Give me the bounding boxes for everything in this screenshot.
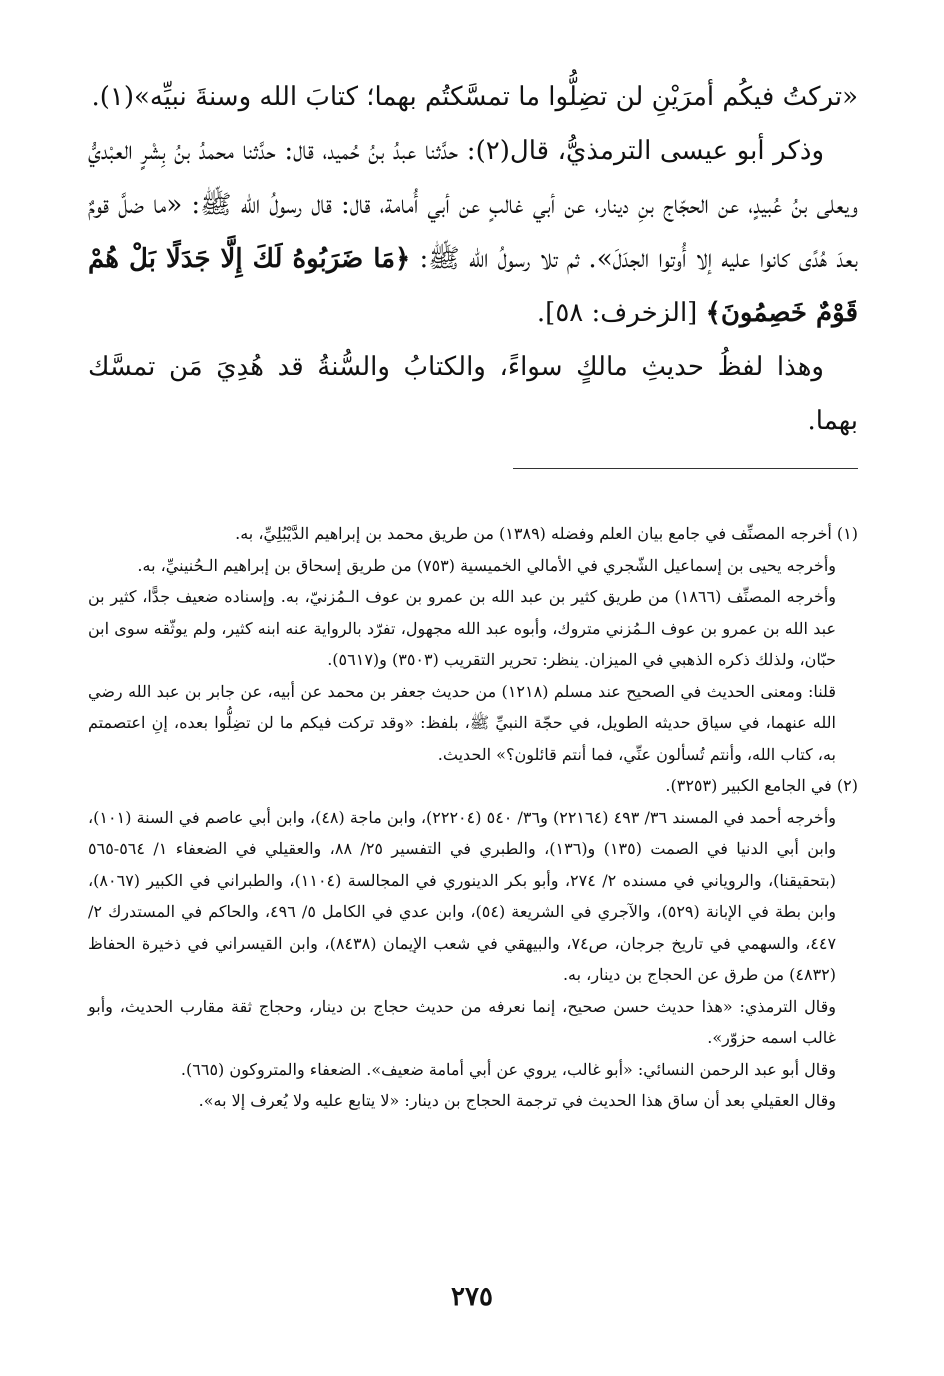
footnote-paragraph: وقال أبو عبد الرحمن النسائي: «أبو غالب، يروي عن أبي أمامة ضعيف». الضعفاء والمتروكون (٦٦٥). bbox=[180, 1059, 836, 1079]
main-text bbox=[88, 70, 858, 448]
main-paragraph-3: وهذا لفظُ حديثِ مالكٍ سواءً، والكتابُ والسُّنةُ قد هُدِيَ مَن تمسَّك بهما. bbox=[88, 352, 858, 436]
footnote-paragraph: وأخرجه أحمد في المسند ٣٦/ ٤٩٣ (٢٢١٦٤) و٣٦/ ٥٤٠ (٢٢٢٠٤)، وابن ماجة (٤٨)، وابن أبي عاصم في السنة (١٠١)، وابن أبي الدنيا في الصمت (١٣٥) و(١٣٦)، والطبري في التفسير ٢٥/ ٨٨، والعقيلي في الضعفاء ١/ ٥٦٤-٥٦٥ (بتحقيقنا)، والروياني في مسنده ٢/ ٢٧٤، وأبو بكر الدينوري في المجالسة (١١٠٤)، والطبراني في الكبير (٨٠٦٧)، وابن بطة في الإبانة (٥٢٩)، والآجري في الشريعة (٥٤)، وابن عدي في الكامل ٥/ ٤٩٦، والحاكم في المستدرك ٢/ ٤٤٧، والسهمي في تاريخ جرجان، ص٧٤، والبيهقي في شعب الإيمان (٨٤٣٨)، وابن القيسراني في ذخيرة الحفاظ (٤٨٣٢) من طرق عن الحجاج بن دينار، به. bbox=[88, 807, 837, 984]
footnote-paragraph: (١) أخرجه المصنِّف في جامع بيان العلم وفضله (١٣٨٩) من طريق محمد بن إبراهيم الدَّيْبُلِيِّ، به. bbox=[235, 524, 858, 543]
footnotes bbox=[88, 518, 858, 1117]
quran-reference: [الزخرف: ٥٨]. bbox=[536, 298, 706, 328]
page-body bbox=[88, 70, 859, 1110]
footnote-divider bbox=[513, 468, 858, 469]
footnote-paragraph: وقال العقيلي بعد أن ساق هذا الحديث في ترجمة الحجاج بن دينار: «لا يتابع عليه ولا يُعرف إلا به». bbox=[198, 1091, 836, 1110]
footnote-paragraph: وقال الترمذي: «هذا حديث حسن صحيح، إنما نعرفه من حديث حجاج بن دينار، وحجاج ثقة مقارب الحديث، وأبو غالب اسمه حزوّر». bbox=[88, 996, 837, 1047]
main-paragraph-2 bbox=[88, 124, 858, 340]
footnote-paragraph: قلنا: ومعنى الحديث في الصحيح عند مسلم (١٢١٨) من حديث جعفر بن محمد عن أبيه، عن جابر بن عبد الله رضي الله عنهما، في سياق حديثه الطويل، في حجّة النبيِّ ﷺ، بلفظ: «وقد تركت فيكم ما لن تضِلُّوا بعده، إنِ اعتصمتم به، كتاب الله، وأنتم تُسألون عنِّي، فما أنتم قائلون؟» الحديث. bbox=[88, 681, 837, 764]
main-paragraph-2-text: وذكر أبو عيسى الترمذيُّ، قال(٢): حدَّثنا عبدُ بنُ حُميد، قال: حدَّثنا محمدُ بنُ بِشْرٍ العبْديُّ ويعلى بنُ عُبيدٍ، عن الحجّاج بنِ دينار، عن أبي غالبٍ عن أبي أُمامة، قال: قال رسولُ الله ﷺ: «ما ضلَّ قومٌ بعدَ هُدًى كانوا عليه إلا أُوتوا الجدَلَ». ثم تلا رسولُ الله ﷺ: bbox=[88, 136, 859, 274]
footnote-paragraph: وأخرجه يحيى بن إسماعيل الشّجري في الأمالي الخميسية (٧٥٣) من طريق إسحاق بن إبراهيم الـحُنينيِّ، به. bbox=[137, 555, 836, 575]
main-paragraph-1: «تركتُ فيكُم أمرَيْنِ لن تضِلُّوا ما تمسَّكتُم بهما؛ كتابَ الله وسنةَ نبيِّه»(١). bbox=[91, 82, 858, 112]
page-number: ٢٧٥ bbox=[451, 1282, 493, 1312]
footnote-paragraph: وأخرجه المصنِّف (١٨٦٦) من طريق كثير بن عبد الله بن عمرو بن عوف الـمُزنيّ، به. وإسناده ضعيف جدًّا، كثير بن عبد الله بن عمرو بن عوف الـمُزني متروك، وأبوه عبد الله مجهول، تفرّد بالرواية عنه ابنه كثير، ولم يوثّقه سوى ابن حبّان، ولذلك ذكره الذهبي في الميزان. ينظر: تحرير التقريب (٣٥٠٣) و(٥٦١٧). bbox=[88, 587, 837, 669]
quran-verse: ﴿مَا ضَرَبُوهُ لَكَ إِلَّا جَدَلًا بَلْ هُمْ قَوْمٌ خَصِمُونَ﴾ bbox=[88, 244, 858, 328]
footnote-paragraph: (٢) في الجامع الكبير (٣٢٥٣). bbox=[665, 776, 858, 795]
